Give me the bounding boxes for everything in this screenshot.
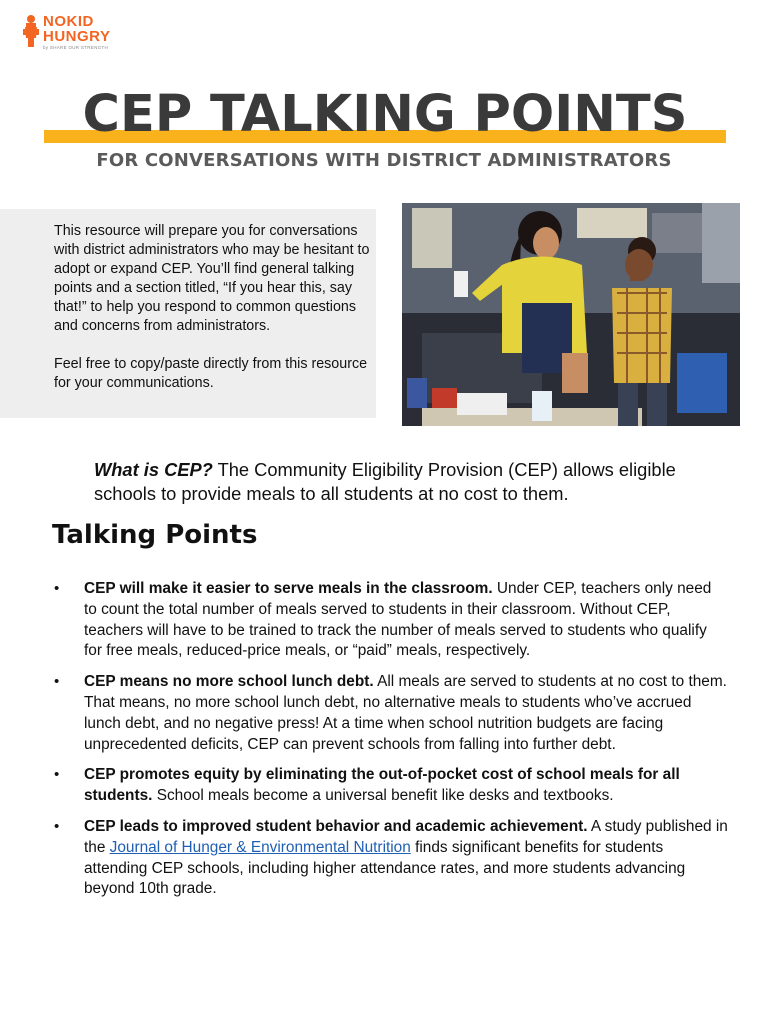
- logo-hungry: HUNGRY: [43, 28, 111, 45]
- bullet-text: School meals become a universal benefit like desks and textbooks.: [152, 787, 614, 805]
- classroom-photo: [402, 203, 740, 426]
- bullet-bold-lead: CEP means no more school lunch debt.: [84, 673, 374, 691]
- bullet-text-before-link: A study published in the: [84, 817, 728, 856]
- what-is-cep: [94, 458, 714, 506]
- bullet-icon: •: [54, 766, 60, 784]
- intro-paragraph-1: This resource will prepare you for conversations with district administrators who may be hesitant to adopt or expand CEP. You’ll find general talking points and a section titled, “If you hear this, say that!” to help you respond to common questions and concerns from administrators.: [54, 223, 370, 334]
- bullet-bold-lead: CEP promotes equity by eliminating the out-of-pocket cost of school meals for all students.: [84, 766, 680, 805]
- what-is-cep-answer: The Community Eligibility Provision (CEP) allows eligible schools to provide meals to all students at no cost to them.: [94, 459, 676, 504]
- talking-points-list: [48, 579, 728, 910]
- intro-paragraph-2: Feel free to copy/paste directly from this resource for your communications.: [54, 356, 368, 391]
- title-block: [44, 84, 726, 148]
- bullet-icon: •: [54, 580, 60, 597]
- intro-box: [0, 209, 376, 418]
- chef-figure-icon: [22, 14, 40, 48]
- bullet-bold-lead: CEP leads to improved student behavior and academic achievement.: [84, 817, 588, 835]
- journal-link[interactable]: Journal of Hunger & Environmental Nutrition: [109, 838, 411, 856]
- bullet-text-after-link: finds significant benefits for students attending CEP schools, including higher attendance rates, and more students advancing beyond 10th grade.: [84, 838, 686, 898]
- bullet-text: All meals are served to students at no cost to them. That means, no more school lunch debt, no alternative meals to students who’ve accrued lunch debt, and no negative press! At a time when school nutrition budgets are facing unprecedented deficits, CEP can prevent schools from falling into further debt.: [84, 673, 727, 753]
- classroom-illustration: [402, 203, 740, 426]
- talking-points-heading: Talking Points: [52, 520, 258, 550]
- what-is-cep-question: What is CEP?: [94, 459, 213, 480]
- logo-subtitle: by SHARE OUR STRENGTH: [43, 45, 109, 50]
- bullet-text: Under CEP, teachers only need to count the total number of meals served to students in their classroom. Without CEP, teachers will have to be trained to track the number of meals served to students who qualify for free meals, reduced-price meals, or “paid” meals, respectively.: [84, 580, 712, 660]
- bullet-bold-lead: CEP will make it easier to serve meals in the classroom.: [84, 580, 493, 597]
- page-subtitle: FOR CONVERSATIONS WITH DISTRICT ADMINISTRATORS: [96, 150, 672, 171]
- page-title: CEP TALKING POINTS: [82, 85, 688, 144]
- list-item: [48, 579, 728, 662]
- bullet-icon: •: [54, 673, 60, 691]
- list-item: [48, 672, 728, 755]
- logo-kid: KID: [66, 13, 94, 30]
- list-item: [48, 817, 728, 900]
- list-item: [48, 765, 728, 807]
- logo-no: NO: [43, 13, 67, 30]
- no-kid-hungry-logo: [22, 14, 110, 51]
- bullet-icon: •: [54, 817, 60, 835]
